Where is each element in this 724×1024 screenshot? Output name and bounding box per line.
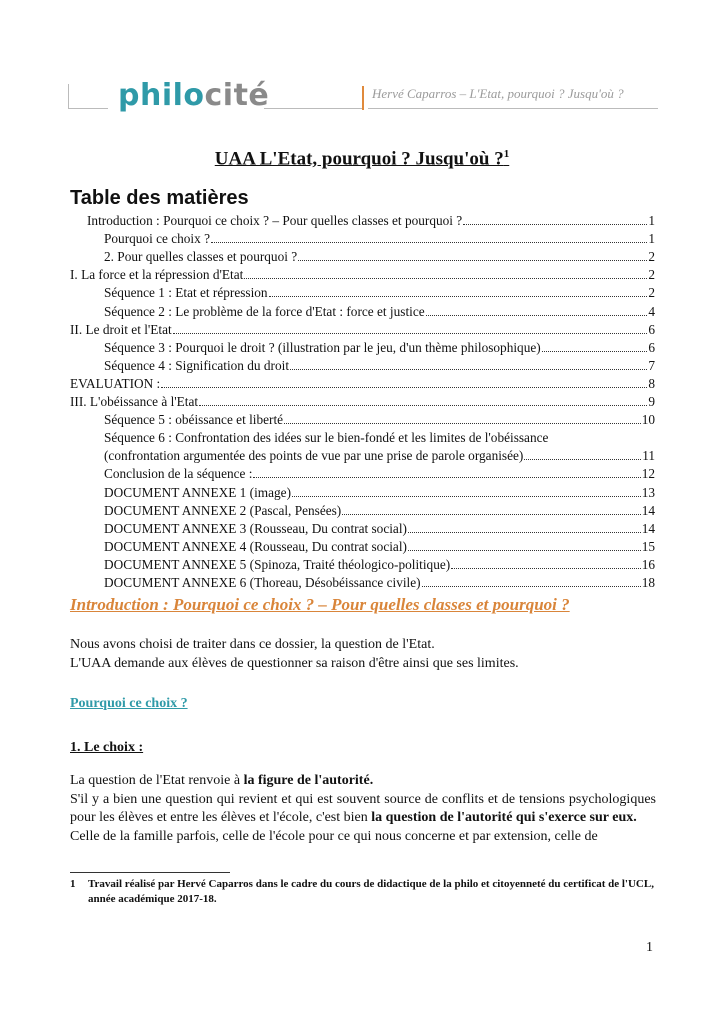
toc-entry[interactable]: EVALUATION : 8 [70,375,655,391]
toc-entry[interactable]: 2. Pour quelles classes et pourquoi ? 2 [104,249,655,265]
toc-entry[interactable]: II. Le droit et l'Etat 6 [70,321,655,337]
toc-entry[interactable]: Pourquoi ce choix ? 1 [104,231,655,247]
toc-entry[interactable]: Séquence 5 : obéissance et liberté 10 [104,412,655,428]
section-heading-pourquoi: Pourquoi ce choix ? [70,696,188,711]
footnote-ref[interactable]: 1 [503,148,510,160]
toc-entry[interactable]: Conclusion de la séquence : 12 [104,466,655,482]
toc-entry[interactable]: DOCUMENT ANNEXE 1 (image) 13 [104,484,655,500]
page-header [68,80,658,112]
toc-entry[interactable]: Séquence 1 : Etat et répression 2 [104,285,655,301]
page-number: 1 [646,940,653,955]
header-frame-line [264,108,362,109]
header-divider [362,86,364,110]
philocite-logo: philocité [118,78,270,113]
toc-entry[interactable]: DOCUMENT ANNEXE 3 (Rousseau, Du contrat social) 14 [104,520,655,536]
table-of-contents [70,211,655,591]
header-frame-line [368,108,658,109]
toc-entry[interactable]: Séquence 4 : Signification du droit 7 [104,357,655,373]
toc-entry[interactable]: III. L'obéissance à l'Etat 9 [70,394,655,410]
toc-heading: Table des matières [70,187,249,209]
header-author-title: Hervé Caparros – L'Etat, pourquoi ? Jusqu'où ? [372,86,624,101]
body-paragraph: La question de l'Etat renvoie à la figure de l'autorité. S'il y a bien une question qui revient et qui est souvent source de conflits et de tensions psychologiques pour les élèves et entre les élèves et l'école, c'est bien la question de l'autorité qui s'exerce sur eux. Celle de la famille parfois, celle de l'école pour ce qui nous concerne et par extension, celle de [70,773,656,844]
header-frame-line [68,108,108,109]
toc-entry[interactable]: Séquence 6 : Confrontation des idées sur le bien-fondé et les limites de l'obéissance (confrontation argumentée des points de vue par une prise de parole organisée) 11 [104,430,655,464]
introduction-heading: Introduction : Pourquoi ce choix ? – Pour quelles classes et pourquoi ? [70,595,570,614]
document-title: UAA L'Etat, pourquoi ? Jusqu'où ?$^1$ [214,148,510,170]
toc-entry[interactable]: Introduction : Pourquoi ce choix ? – Pour quelles classes et pourquoi ? 1 [87,213,655,229]
toc-entry[interactable]: Séquence 2 : Le problème de la force d'Etat : force et justice 4 [104,303,655,319]
intro-paragraph: Nous avons choisi de traiter dans ce dossier, la question de l'Etat. L'UAA demande aux élèves de questionner sa raison d'être ainsi que ses limites. [70,637,519,671]
toc-entry[interactable]: Séquence 3 : Pourquoi le droit ? (illustration par le jeu, d'un thème philosophique) 6 [104,339,655,355]
toc-entry[interactable]: DOCUMENT ANNEXE 4 (Rousseau, Du contrat social) 15 [104,538,655,554]
toc-entry[interactable]: DOCUMENT ANNEXE 2 (Pascal, Pensées) 14 [104,502,655,518]
toc-entry[interactable]: DOCUMENT ANNEXE 5 (Spinoza, Traité théologico-politique) 16 [104,556,655,572]
toc-entry[interactable]: I. La force et la répression d'Etat 2 [70,267,655,283]
footnote: 1 Travail réalisé par Hervé Caparros dans le cadre du cours de didactique de la philo et citoyenneté du certificat de l'UCL, année académique 2017-18. [70,878,654,905]
section-heading-choix: 1. Le choix : [70,740,144,755]
toc-entry[interactable]: DOCUMENT ANNEXE 6 (Thoreau, Désobéissance civile) 18 [104,574,655,590]
footnote-rule [70,872,230,873]
header-frame-line [68,84,69,108]
